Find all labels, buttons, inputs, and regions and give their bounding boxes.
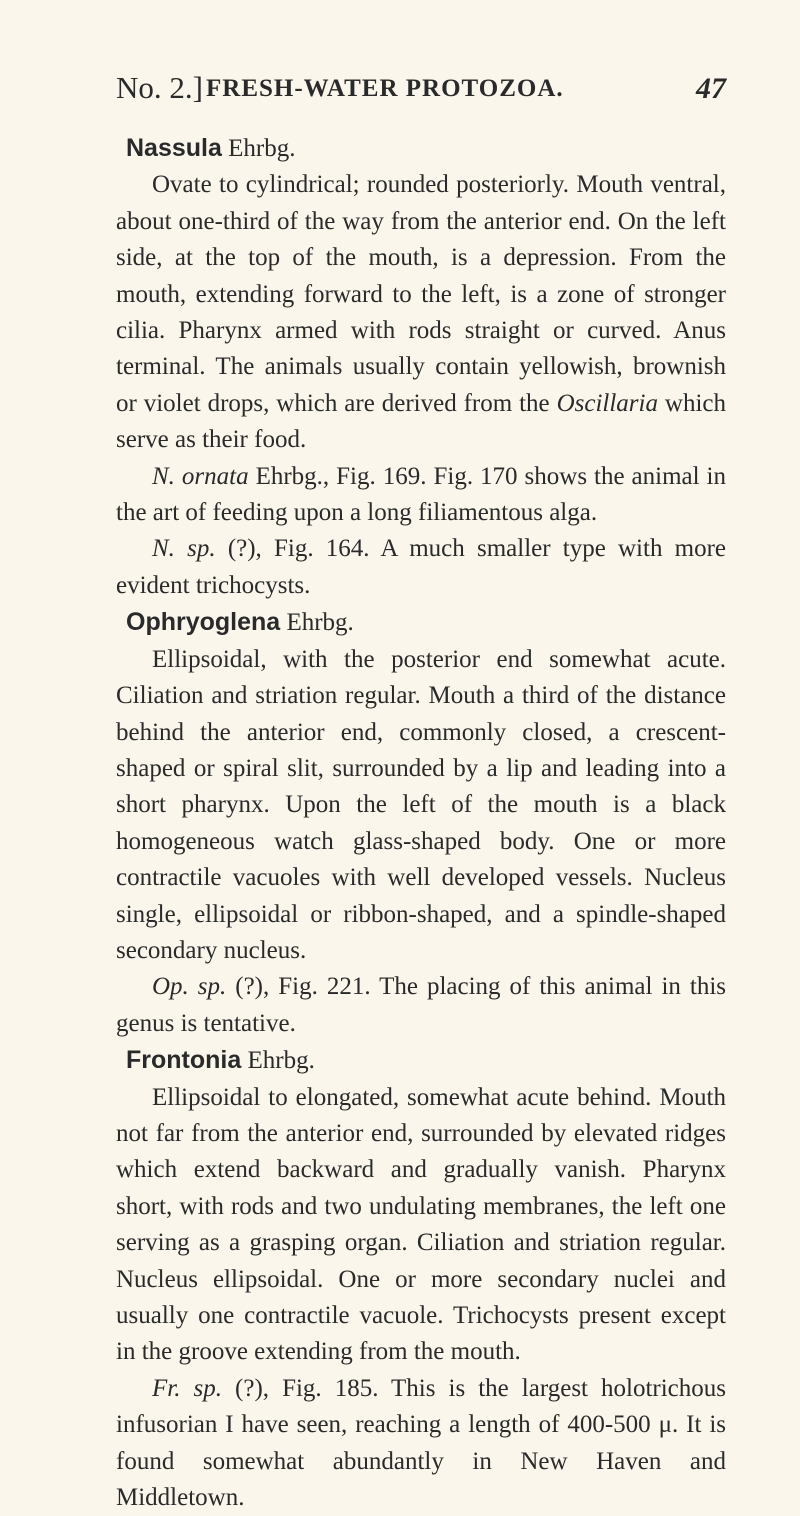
description-text: Ovate to cylindrical; rounded posteriorly. Mouth ventral, about one-third of the way from the anterior end. On the left side, at the top of the mouth, is a depression. From the mouth, extending forward to the left, is a zone of stronger cilia. Pharynx armed with rods straight or curved. Anus terminal. The animals usually contain yellowish, brownish or violet drops, which are derived from the: [116, 171, 726, 417]
genus-description: [116, 167, 726, 458]
species-entry: [116, 531, 726, 604]
running-title: FRESH-WATER PROTOZOA.: [206, 75, 564, 102]
issue-number: No. 2.]: [116, 70, 203, 105]
species-entry: [116, 969, 726, 1042]
genus-description: [116, 642, 726, 970]
species-text: Ehrbg., Fig. 169. Fig. 170 shows the animal in the art of feeding upon a long filiamentous alga.: [116, 462, 727, 527]
genus-name: Ophryoglena: [126, 608, 281, 637]
entry-heading: [116, 130, 726, 167]
species-name: N. ornata: [152, 462, 249, 490]
description-text: Ellipsoidal to elongated, somewhat acute behind. Mouth not far from the anterior end, surrounded by elevated ridges which extend backward and gradually vanish. Pharynx short, with rods and two undulating membranes, the left one serving as a grasping organ. Ciliation and striation regular. Nucleus ellipsoidal. One or more secondary nuclei and usually one contractile vacuole. Trichocysts present except in the groove extending from the mouth.: [116, 1083, 726, 1366]
page-body: [116, 130, 726, 1516]
genus-author: Ehrbg.: [286, 609, 354, 637]
description-end: which serve as their food.: [116, 389, 727, 454]
page-number: 47: [696, 72, 726, 105]
entry-heading: [116, 604, 726, 641]
genus-author: Ehrbg.: [228, 135, 296, 162]
species-text: (?), Fig. 185. This is the largest holotrichous infusorian I have seen, reaching a length of 400-500 μ. It is found somewhat abundantly in New Haven and Middletown.: [116, 1374, 727, 1512]
description-italic: Oscillaria: [556, 389, 658, 417]
species-name: Fr. sp.: [152, 1374, 222, 1402]
species-text: (?), Fig. 164. A much smaller type with more evident trichocysts.: [116, 535, 727, 599]
genus-author: Ehrbg.: [247, 1047, 315, 1075]
genus-name: Nassula: [126, 134, 222, 162]
entry-frontonia: [116, 1042, 726, 1516]
entry-ophryoglena: [116, 604, 726, 1042]
species-text: (?), Fig. 221. The placing of this animal in this genus is tentative.: [116, 973, 726, 1037]
entry-nassula: [116, 130, 726, 604]
species-name: N. sp.: [152, 535, 216, 563]
species-name: Op. sp.: [152, 973, 227, 1001]
description-text: Ellipsoidal, with the posterior end somewhat acute. Ciliation and striation regular. Mouth a third of the distance behind the anterior end, commonly closed, a crescent-shaped or spiral slit, surrounded by a lip and leading into a short pharynx. Upon the left of the mouth is a black homogeneous watch glass-shaped body. One or more contractile vacuoles with well developed vessels. Nucleus single, ellipsoidal or ribbon-shaped, and a spindle-shaped secondary nucleus.: [116, 645, 726, 964]
species-entry: [116, 459, 726, 532]
species-entry: [116, 1371, 726, 1516]
running-header: [116, 70, 726, 120]
entry-heading: [116, 1042, 726, 1079]
genus-name: Frontonia: [126, 1046, 242, 1075]
genus-description: [116, 1080, 726, 1371]
